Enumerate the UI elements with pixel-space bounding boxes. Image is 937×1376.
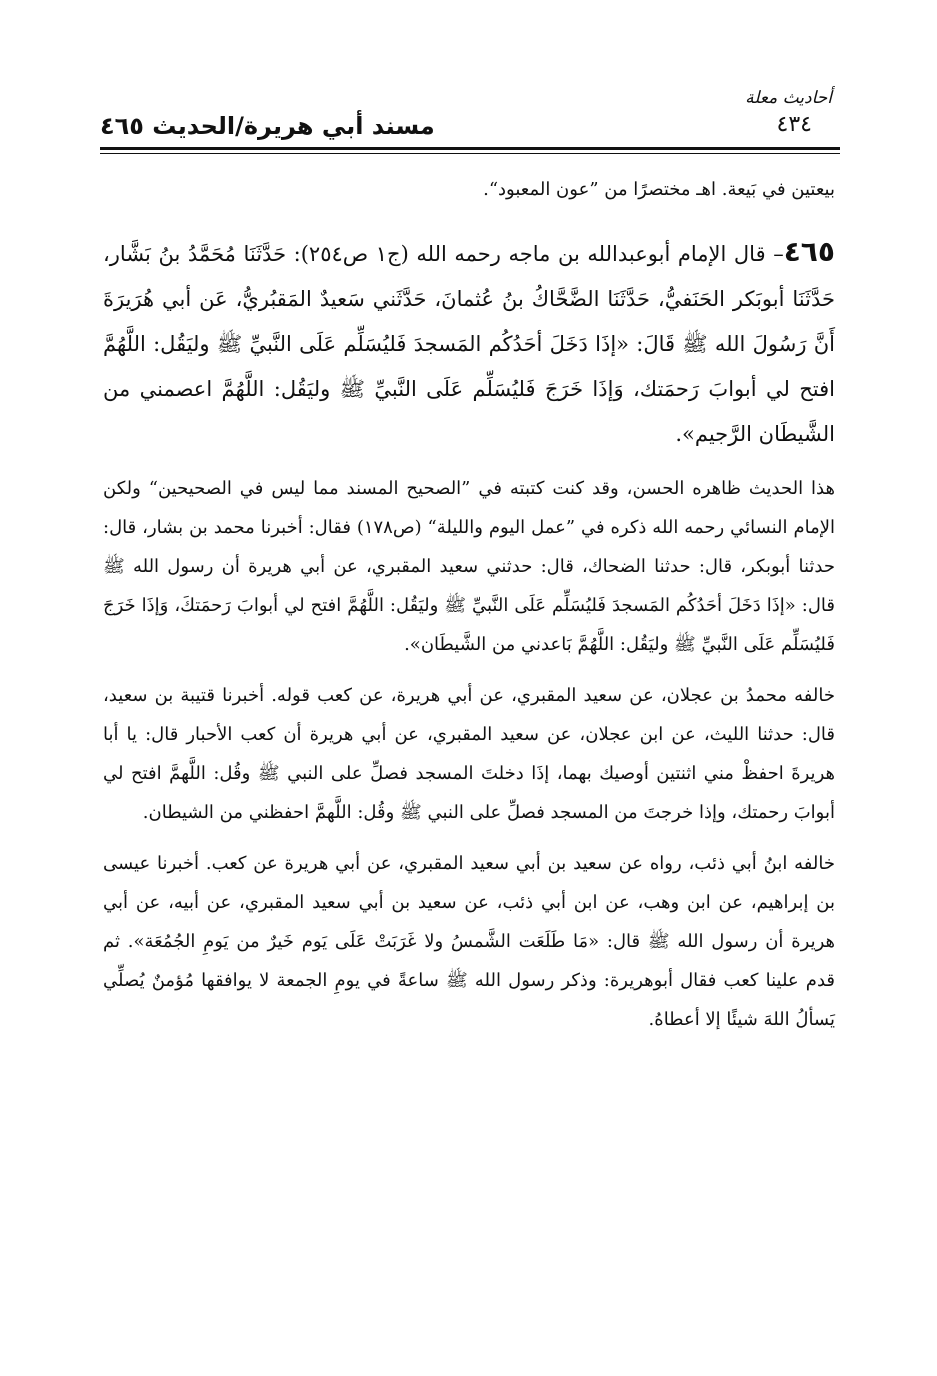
- page-number: ٤٣٤: [776, 112, 812, 137]
- page-header: [100, 88, 840, 154]
- commentary-paragraph: هذا الحديث ظاهره الحسن، وقد كنت كتبته في ”الصحيح المسند مما ليس في الصحيحين“ ولكن الإمام النسائي رحمه الله ذكره في ”عمل اليوم والليلة“ (ص١٧٨) فقال: أخبرنا محمد بن بشار، قال: حدثنا أبوبكر، قال: حدثنا الضحاك، قال: حدثني سعيد المقبري، عن أبي هريرة أن رسول الله ﷺ قال: «إذَا دَخَلَ أحَدُكُم المَسجدَ فَليُسَلِّم عَلَى النَّبيِّ ﷺ وليَقُل: اللَّهُمَّ افتح لي أبوابَ رَحمَتكَ، وَإذَا خَرَجَ فَليُسَلِّم عَلَى النَّبيِّ ﷺ وليَقُل: اللَّهُمَّ بَاعدني من الشَّيطَان».: [103, 478, 835, 655]
- hadith-number: ٤٦٥: [783, 235, 835, 268]
- running-head: مسند أبي هريرة/الحديث ٤٦٥: [100, 112, 435, 140]
- paragraph-continuation: بيعتين في بَيعة. اهـ مختصرًا من ”عون المعبود“.: [483, 179, 835, 200]
- hadith-text: – قال الإمام أبوعبدالله بن ماجه رحمه الله (ج١ ص٢٥٤): حَدَّثَنَا مُحَمَّدُ بنُ بَشَّار، حَدَّثَنَا أبوبَكر الحَنَفيُّ، حَدَّثَنَا الضَّحَّاكُ بنُ عُثمانَ، حَدَّثَني سَعيدٌ المَقبُريُّ، عَن أبي هُرَيرَةَ أَنَّ رَسُولَ الله ﷺ قَالَ: «إذَا دَخَلَ أحَدُكُم المَسجدَ فَليُسَلِّم عَلَى النَّبيِّ ﷺ وليَقُل: اللَّهُمَّ افتح لي أبوابَ رَحمَتك، وَإذَا خَرَجَ فَليُسَلِّم عَلَى النَّبيِّ ﷺ وليَقُل: اللَّهُمَّ اعصمني من الشَّيطَان الرَّجيم».: [103, 242, 835, 446]
- header-rule-thin: [100, 153, 840, 154]
- commentary-paragraph: خالفه محمدُ بن عجلان، عن سعيد المقبري، عن أبي هريرة، عن كعب قوله. أخبرنا قتيبة بن سعيد، قال: حدثنا الليث، عن ابن عجلان، عن سعيد المقبري، عن أبي هريرة أن كعب الأحبار قال: يا أبا هريرةَ احفظْ مني اثنتين أوصيك بهما، إذَا دخلتَ المسجد فصلِّ على النبي ﷺ وقُل: اللَّهمَّ افتح لي أبوابَ رحمتك، وإذا خرجتَ من المسجد فصلِّ على النبي ﷺ وقُل: اللَّهمَّ احفظني من الشيطان.: [103, 685, 835, 823]
- commentary-paragraph: خالفه ابنُ أبي ذئب، رواه عن سعيد بن أبي سعيد المقبري، عن أبي هريرة عن كعب. أخبرنا عيسى بن إبراهيم، عن ابن وهب، عن ابن أبي ذئب، عن سعيد بن أبي سعيد المقبري، عن أبيه، عن أبي هريرة أن رسول الله ﷺ قال: «مَا طَلَعَت الشَّمسُ ولا غَرَبَتْ عَلَى يَوم خَيرٌ من يَومِ الجُمُعَة». ثم قدم علينا كعب فقال أبوهريرة: وذكر رسول الله ﷺ ساعةً في يومِ الجمعة لا يوافقها مُؤمنٌ يُصلِّي يَسألُ اللهَ شيئًا إلا أعطاهُ.: [103, 853, 835, 1030]
- book-title: أحاديث معلة: [745, 88, 832, 108]
- page-body: [103, 170, 835, 1039]
- hadith-paragraph: [103, 229, 835, 457]
- header-rule: [100, 147, 840, 150]
